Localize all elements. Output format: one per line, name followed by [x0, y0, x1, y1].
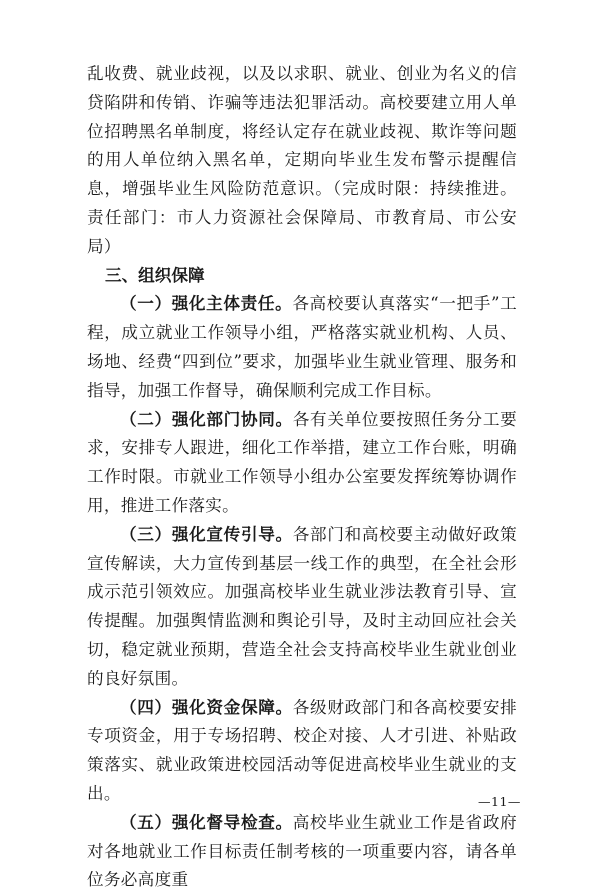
item-paragraph-4 — [87, 694, 517, 809]
item-text-5: 高校毕业生就业工作是省政府对各地就业工作目标责任制考核的一项重要内容，请各单位务必高度重 — [87, 812, 518, 890]
page-body — [87, 60, 517, 895]
item-paragraph-1 — [87, 290, 517, 405]
item-text-1: 各高校要认真落实“一把手”工程，成立就业工作领导小组，严格落实就业机构、人员、场地、经费“四到位”要求，加强毕业生就业管理、服务和指导，加强工作督导，确保顺利完成工作目标。 — [87, 294, 518, 400]
item-lead-3: （三）强化宣传引导。 — [120, 524, 293, 544]
item-text-3: 各部门和高校要主动做好政策宣传解读，大力宣传到基层一线工作的典型，在全社会形成示范引领效应。加强高校毕业生就业涉法教育引导、宣传提醒。加强舆情监测和舆论引导，及时主动回应社会关切，稳定就业预期，营造全社会支持高校毕业生就业创业的良好氛围。 — [87, 524, 518, 688]
item-lead-5: （五）强化督导检查。 — [120, 812, 293, 832]
item-text-4: 各级财政部门和各高校要安排专项资金，用于专场招聘、校企对接、人才引进、补贴政策落实、就业政策进校园活动等促进高校毕业生就业的支出。 — [87, 697, 518, 803]
item-lead-2: （二）强化部门协同。 — [120, 409, 293, 429]
item-paragraph-5 — [87, 809, 517, 895]
item-lead-1: （一）强化主体责任。 — [120, 294, 293, 314]
intro-paragraph: 乱收费、就业歧视，以及以求职、就业、创业为名义的信贷陷阱和传销、诈骗等违法犯罪活动。高校要建立用人单位招聘黑名单制度，将经认定存在就业歧视、欺诈等问题的用人单位纳入黑名单，定期向毕业生发布警示提醒信息，增强毕业生风险防范意识。（完成时限：持续推进。责任部门：市人力资源社会保障局、市教育局、市公安局） — [87, 64, 517, 256]
section-heading: 三、组织保障 — [105, 265, 205, 285]
page-number: —11— — [478, 794, 521, 809]
item-paragraph-3 — [87, 521, 517, 694]
item-paragraph-2 — [87, 406, 517, 521]
item-lead-4: （四）强化资金保障。 — [120, 697, 293, 717]
item-text-2: 各有关单位要按照任务分工要求，安排专人跟进，细化工作举措，建立工作台账，明确工作时限。市就业工作领导小组办公室要发挥统筹协调作用，推进工作落实。 — [87, 409, 518, 515]
